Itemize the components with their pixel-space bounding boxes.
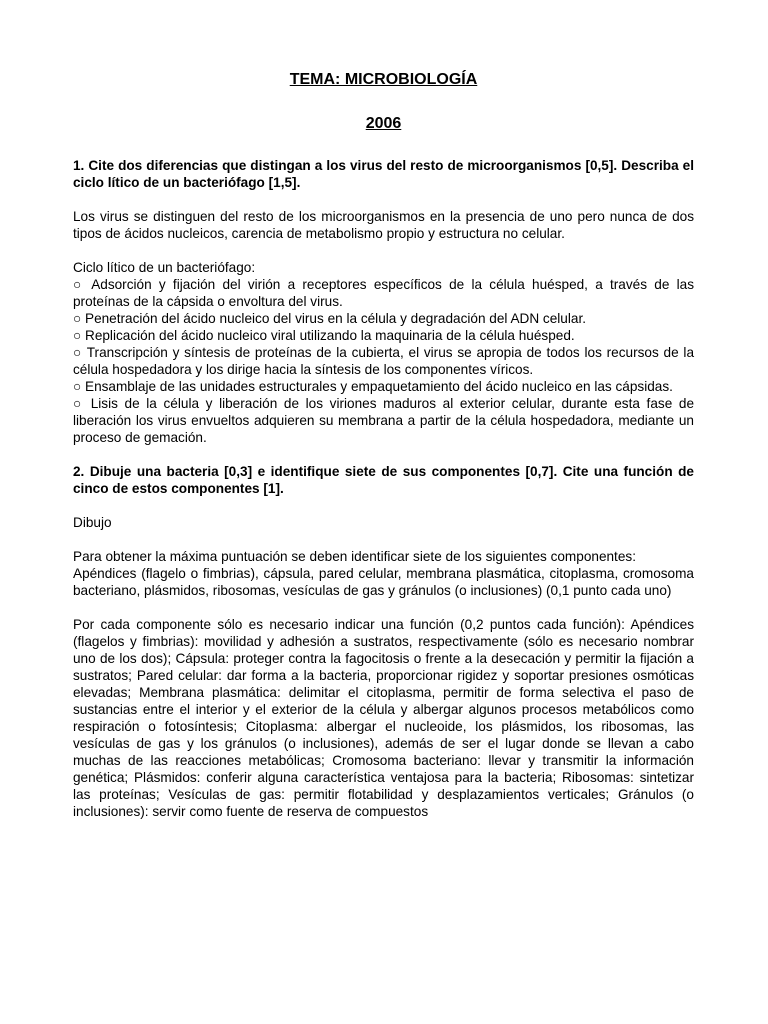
lytic-cycle-heading: Ciclo lítico de un bacteriófago:	[73, 260, 256, 275]
document-page	[73, 70, 694, 820]
step-text: Lisis de la célula y liberación de los viriones maduros al exterior celular, durante esta fase de liberación los virus envueltos adquieren su membrana a partir de la célula hospedadora, mediante un proceso de gemación.	[73, 396, 694, 445]
list-item	[73, 395, 694, 446]
components-section	[73, 548, 694, 599]
step-text: Penetración del ácido nucleico del virus en la célula y degradación del ADN celular.	[85, 311, 587, 326]
bullet-circle-icon: ○	[73, 345, 83, 360]
list-item	[73, 378, 694, 395]
step-text: Adsorción y fijación del virión a receptores específicos de la célula huésped, a través de las proteínas de la cápsida o envoltura del virus.	[73, 277, 695, 309]
lytic-cycle-section	[73, 259, 694, 446]
document-title: TEMA: MICROBIOLOGÍA	[289, 71, 478, 88]
list-item	[73, 344, 694, 378]
bullet-circle-icon: ○	[73, 396, 85, 411]
step-text: Transcripción y síntesis de proteínas de la cubierta, el virus se apropia de todos los recursos de la célula hospedadora y los dirige hacia la síntesis de los componentes víricos.	[73, 345, 695, 377]
components-intro: Para obtener la máxima puntuación se deben identificar siete de los siguientes componentes:	[73, 549, 636, 564]
document-year: 2006	[365, 115, 402, 132]
question-1: 1. Cite dos diferencias que distingan a los virus del resto de microorganismos [0,5]. Describa el ciclo lítico de un bacteriófago [1,5].	[73, 158, 694, 190]
drawing-label: Dibujo	[73, 515, 112, 530]
lytic-cycle-steps	[73, 276, 694, 446]
step-text: Replicación del ácido nucleico viral utilizando la maquinaria de la célula huésped.	[85, 328, 575, 343]
functions-paragraph: Por cada componente sólo es necesario indicar una función (0,2 puntos cada función): Apéndices (flagelos y fimbrias): movilidad y adhesión a sustratos, respectivamente (sólo es necesario nombrar uno de los dos); Cápsula: proteger contra la fagocitosis o frente a la desecación y permitir la fijación a sustratos; Pared celular: dar forma a la bacteria, proporcionar rigidez y soportar presiones osmóticas elevadas; Membrana plasmática: delimitar el citoplasma, permitir de forma selectiva el paso de sustancias entre el interior y el exterior de la célula y albergar algunos procesos metabólicos como respiración o fotosíntesis; Citoplasma: albergar el nucleoide, los plásmidos, los ribosomas, las vesículas de gas y los gránulos (o inclusiones), además de ser el lugar donde se llevan a cabo muchas de las reacciones metabólicas; Cromosoma bacteriano: llevar y transmitir la información genética; Plásmidos: conferir alguna característica ventajosa para la bacteria; Ribosomas: sintetizar las proteínas; Vesículas de gas: permitir flotabilidad y desplazamientos verticales; Gránulos (o inclusiones): servir como fuente de reserva de compuestos	[73, 617, 694, 819]
step-text: Ensamblaje de las unidades estructurales y empaquetamiento del ácido nucleico en las cápsidas.	[85, 379, 673, 394]
bullet-circle-icon: ○	[73, 277, 85, 292]
q1-answer-paragraph: Los virus se distinguen del resto de los microorganismos en la presencia de uno pero nunca de dos tipos de ácidos nucleicos, carencia de metabolismo propio y estructura no celular.	[73, 209, 694, 241]
bullet-circle-icon: ○	[73, 379, 82, 394]
bullet-circle-icon: ○	[73, 328, 82, 343]
bullet-circle-icon: ○	[73, 311, 82, 326]
list-item	[73, 310, 694, 327]
list-item	[73, 327, 694, 344]
components-list: Apéndices (flagelo o fimbrias), cápsula, pared celular, membrana plasmática, citoplasma, cromosoma bacteriano, plásmidos, ribosomas, vesículas de gas y gránulos (o inclusiones) (0,1 punto cada uno)	[73, 566, 694, 598]
question-2: 2. Dibuje una bacteria [0,3] e identifique siete de sus componentes [0,7]. Cite una función de cinco de estos componentes [1].	[73, 464, 694, 496]
list-item	[73, 276, 694, 310]
